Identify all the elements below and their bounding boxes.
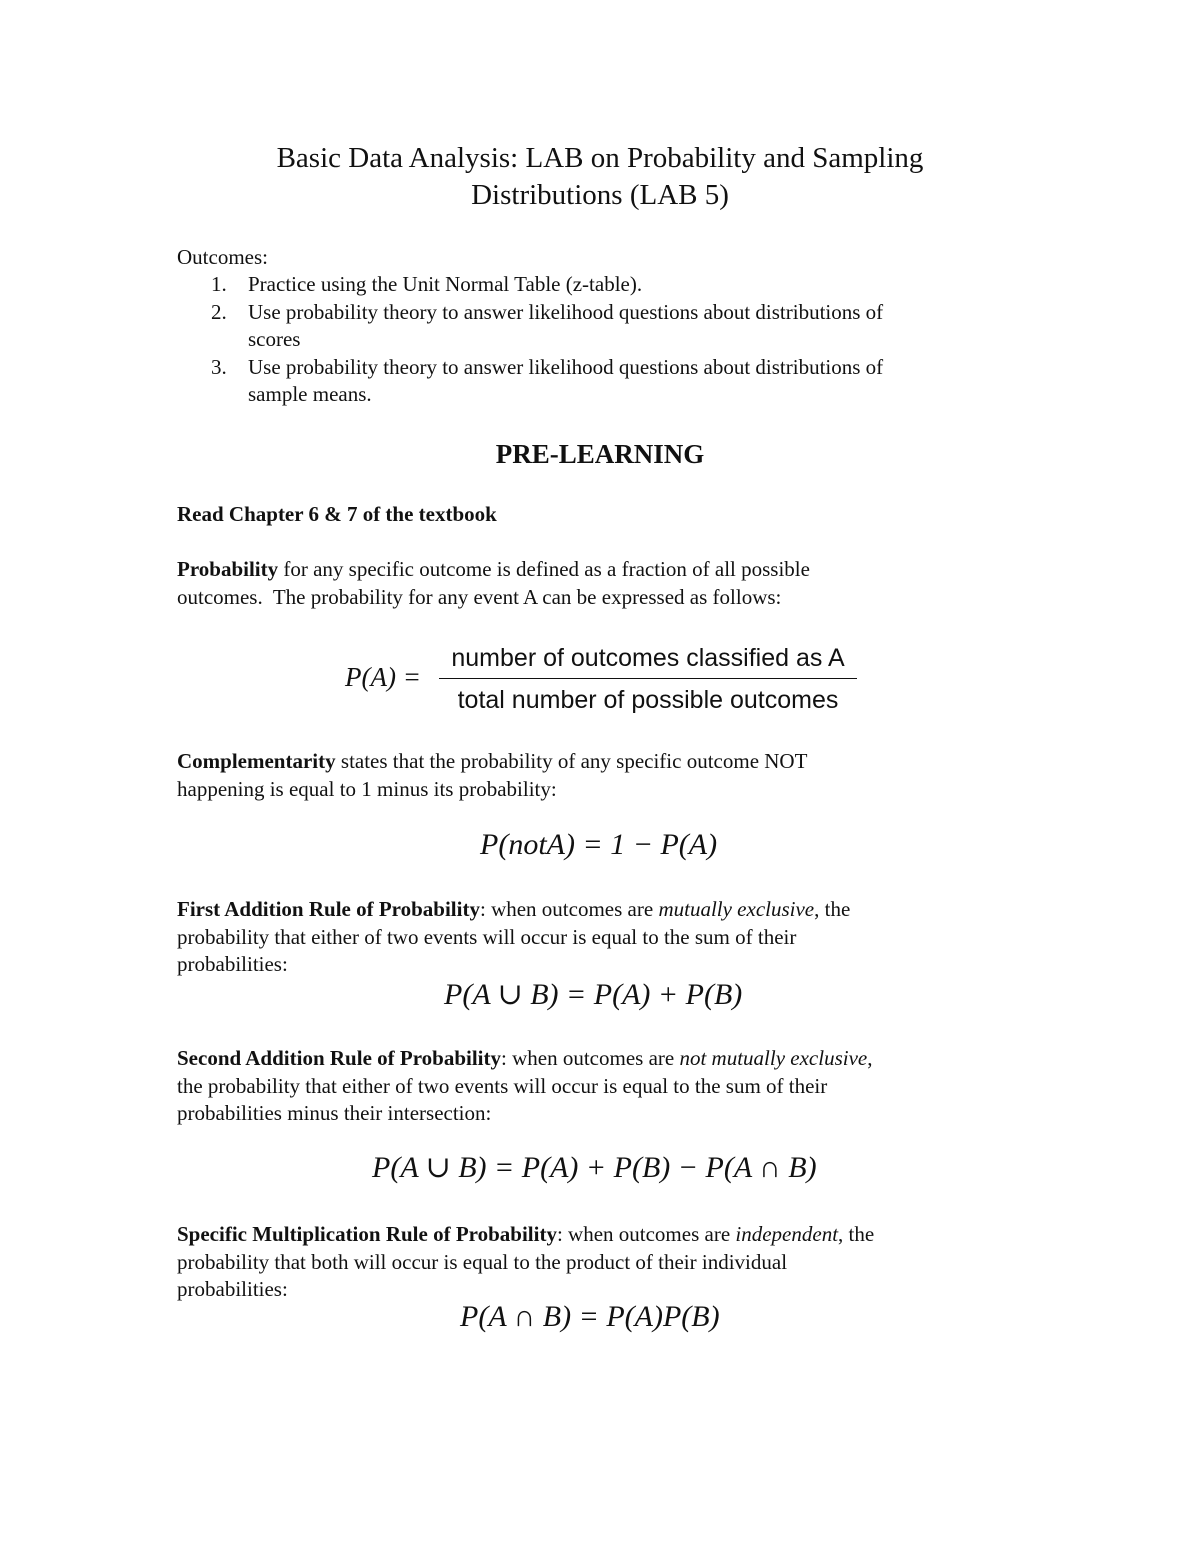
list-item-text-continued: scores <box>248 327 301 351</box>
list-item-text: Practice using the Unit Normal Table (z-table). <box>248 272 643 296</box>
complementarity-term: Complementarity <box>177 749 336 773</box>
first-addition-line-1 <box>177 896 1037 924</box>
multiplication-emphasis: independent <box>735 1222 839 1246</box>
second-addition-definition <box>177 1045 1037 1128</box>
probability-formula <box>345 640 865 720</box>
outcomes-list <box>177 271 1037 409</box>
formula-lhs: P(A) = <box>345 662 421 692</box>
reading-instruction: Read Chapter 6 & 7 of the textbook <box>177 502 497 526</box>
list-item <box>177 299 1037 354</box>
formula-fraction <box>439 640 857 718</box>
list-item-text: Use probability theory to answer likelihood questions about distributions of <box>248 299 884 324</box>
first-addition-term: First Addition Rule of Probability <box>177 897 480 921</box>
second-addition-emphasis: not mutually exclusive <box>679 1046 868 1070</box>
complementarity-formula: P(notA) = 1 − P(A) <box>480 828 718 861</box>
first-addition-line-2: probability that either of two events will occur is equal to the sum of their <box>177 924 797 949</box>
complementarity-line-2: happening is equal to 1 minus its probability: <box>177 776 557 801</box>
list-item-number: 1. <box>211 272 227 296</box>
list-item-number: 3. <box>211 354 227 379</box>
second-addition-text-end: , <box>867 1046 873 1070</box>
first-addition-formula: P(A ∪ B) = P(A) + P(B) <box>444 978 743 1011</box>
list-item-number: 2. <box>211 299 227 324</box>
multiplication-line-2: probability that both will occur is equal to the product of their individual <box>177 1249 788 1274</box>
multiplication-line-1 <box>177 1221 1037 1249</box>
fraction-bar <box>439 678 857 679</box>
second-addition-term: Second Addition Rule of Probability <box>177 1046 502 1070</box>
second-addition-line-2: the probability that either of two events will occur is equal to the sum of their <box>177 1073 828 1098</box>
first-addition-emphasis: mutually exclusive <box>658 897 815 921</box>
title-line-2: Distributions (LAB 5) <box>471 179 729 211</box>
formula-denominator: total number of possible outcomes <box>457 686 839 714</box>
second-addition-line-1 <box>177 1045 1037 1073</box>
first-addition-text: : when outcomes are <box>479 897 659 921</box>
second-addition-text: : when outcomes are <box>501 1046 680 1070</box>
first-addition-text-end: , the <box>814 897 851 921</box>
title-line-1: Basic Data Analysis: LAB on Probability and Sampling <box>276 142 924 174</box>
complementarity-definition <box>177 748 1037 803</box>
multiplication-formula: P(A ∩ B) = P(A)P(B) <box>460 1300 720 1333</box>
multiplication-line-3: probabilities: <box>177 1277 288 1301</box>
probability-text: for any specific outcome is defined as a fraction of all possible <box>278 557 810 581</box>
first-addition-definition <box>177 896 1037 979</box>
list-item <box>177 354 1037 409</box>
multiplication-text-end: , the <box>838 1222 875 1246</box>
first-addition-line-3: probabilities: <box>177 952 288 976</box>
complementarity-text: states that the probability of any specific outcome NOT <box>335 749 808 773</box>
probability-line-1 <box>177 556 1037 584</box>
page-title <box>150 140 1050 214</box>
list-item-text-continued: sample means. <box>248 382 372 406</box>
multiplication-text: : when outcomes are <box>556 1222 736 1246</box>
section-heading: PRE-LEARNING <box>495 439 705 469</box>
probability-term: Probability <box>177 557 279 581</box>
list-item-text: Use probability theory to answer likelihood questions about distributions of <box>248 354 884 379</box>
formula-numerator: number of outcomes classified as A <box>451 644 845 672</box>
complementarity-line-1 <box>177 748 1037 776</box>
outcomes-label: Outcomes: <box>177 245 268 269</box>
second-addition-formula: P(A ∪ B) = P(A) + P(B) − P(A ∩ B) <box>372 1151 817 1184</box>
probability-line-2: outcomes. The probability for any event A can be expressed as follows: <box>177 584 782 609</box>
second-addition-line-3: probabilities minus their intersection: <box>177 1101 492 1125</box>
multiplication-term: Specific Multiplication Rule of Probability <box>177 1222 557 1246</box>
multiplication-definition <box>177 1221 1037 1304</box>
list-item <box>177 271 1037 299</box>
probability-definition <box>177 556 1037 611</box>
